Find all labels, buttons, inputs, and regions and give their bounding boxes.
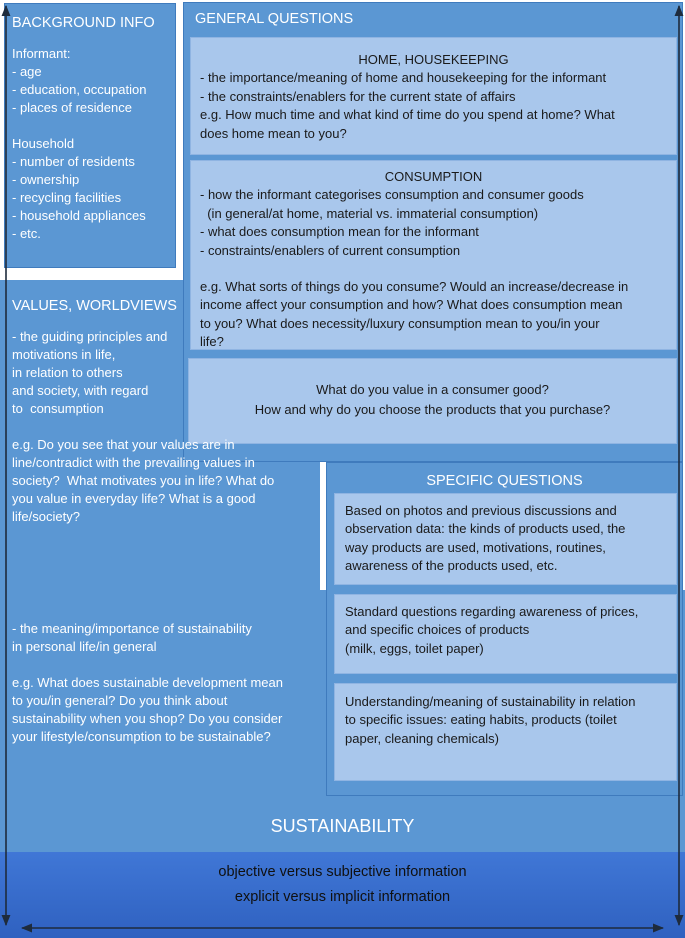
specific-questions-title: SPECIFIC QUESTIONS: [426, 473, 583, 489]
specific-box-line: to specific issues: eating habits, products (toilet: [345, 712, 617, 728]
values-line: motivations in life,: [12, 347, 116, 362]
specific-question-box: [334, 594, 677, 674]
home-line: does home mean to you?: [200, 125, 347, 141]
specific-box-line: (milk, eggs, toilet paper): [345, 640, 484, 656]
sustainability-title: SUSTAINABILITY: [270, 816, 415, 836]
household-item: - ownership: [12, 172, 80, 187]
footer-line: objective versus subjective information: [218, 864, 467, 880]
sustainability-example-line: e.g. What does sustainable development mean: [12, 675, 284, 690]
informant-item: - places of residence: [12, 100, 132, 115]
informant-heading: Informant:: [12, 46, 71, 61]
specific-box-line: way products are used, motivations, routines,: [345, 539, 606, 555]
consumption-line: - how the informant categorises consumption and consumer goods: [200, 187, 584, 203]
background-info-title: BACKGROUND INFO: [12, 15, 155, 31]
household-item: - recycling facilities: [12, 190, 122, 205]
values-line: - the guiding principles and: [12, 329, 168, 344]
consumption-line: - what does consumption mean for the informant: [200, 224, 479, 240]
values-example-line: society? What motivates you in life? What do: [12, 473, 275, 488]
home-line: - the constraints/enablers for the current state of affairs: [200, 88, 516, 104]
specific-box-line: Standard questions regarding awareness of prices,: [345, 604, 639, 619]
specific-box-line: and specific choices of products: [345, 622, 530, 638]
values-line: to consumption: [12, 401, 104, 416]
sustainability-text: [12, 620, 324, 746]
sustainability-line: in personal life/in general: [12, 639, 157, 654]
values-example-line: e.g. Do you see that your values are in: [12, 437, 235, 452]
household-item: - number of residents: [12, 154, 135, 169]
value-box-line: How and why do you choose the products that you purchase?: [254, 402, 611, 418]
home-line: e.g. How much time and what kind of time do you spend at home? What: [200, 107, 615, 123]
values-line: in relation to others: [12, 365, 123, 380]
specific-box-line: paper, cleaning chemicals): [345, 730, 499, 746]
footer-band: [0, 852, 685, 938]
specific-question-box: [334, 493, 677, 585]
home-line: - the importance/meaning of home and housekeeping for the informant: [200, 70, 607, 86]
specific-question-box: [334, 683, 677, 781]
background-info-text: [12, 14, 174, 243]
household-item: - etc.: [12, 226, 41, 241]
values-example-line: life/society?: [12, 509, 80, 524]
consumption-example-line: e.g. What sorts of things do you consume? Would an increase/decrease in: [200, 279, 629, 295]
household-item: - household appliances: [12, 208, 146, 223]
informant-item: - education, occupation: [12, 82, 147, 97]
informant-item: - age: [12, 64, 42, 79]
sustainability-example-line: to you/in general? Do you think about: [12, 693, 228, 708]
values-line: and society, with regard: [12, 383, 149, 398]
consumption-line: (in general/at home, material vs. immaterial consumption): [200, 205, 539, 221]
consumption-example-line: life?: [200, 334, 224, 350]
values-text: [12, 297, 312, 526]
general-questions-title: GENERAL QUESTIONS: [195, 11, 354, 27]
sustainability-example-line: sustainability when you shop? Do you consider: [12, 711, 283, 726]
consumption-title: CONSUMPTION: [384, 169, 483, 184]
values-title: VALUES, WORLDVIEWS: [12, 298, 177, 314]
home-housekeeping-box: [190, 37, 677, 155]
consumption-example-line: income affect your consumption and how? What does consumption mean: [200, 297, 623, 313]
consumption-example-line: to you? What does necessity/luxury consumption mean to you/in your: [200, 315, 600, 331]
footer-line: explicit versus implicit information: [234, 889, 451, 905]
specific-box-line: Understanding/meaning of sustainability in relation: [345, 694, 636, 709]
value-box-line: What do you value in a consumer good?: [316, 382, 549, 397]
specific-box-line: Based on photos and previous discussions and: [345, 503, 617, 518]
values-example-line: line/contradict with the prevailing values in: [12, 455, 255, 470]
household-heading: Household: [12, 136, 75, 151]
specific-box-line: awareness of the products used, etc.: [345, 558, 558, 574]
values-example-line: you value in everyday life? What is a good: [12, 491, 256, 506]
consumption-line: - constraints/enablers of current consumption: [200, 242, 461, 258]
home-housekeeping-title: HOME, HOUSEKEEPING: [358, 52, 509, 67]
sustainability-example-line: your lifestyle/consumption to be sustainable?: [12, 729, 271, 744]
specific-box-line: observation data: the kinds of products used, the: [345, 521, 626, 537]
sustainability-line: - the meaning/importance of sustainability: [12, 621, 252, 636]
